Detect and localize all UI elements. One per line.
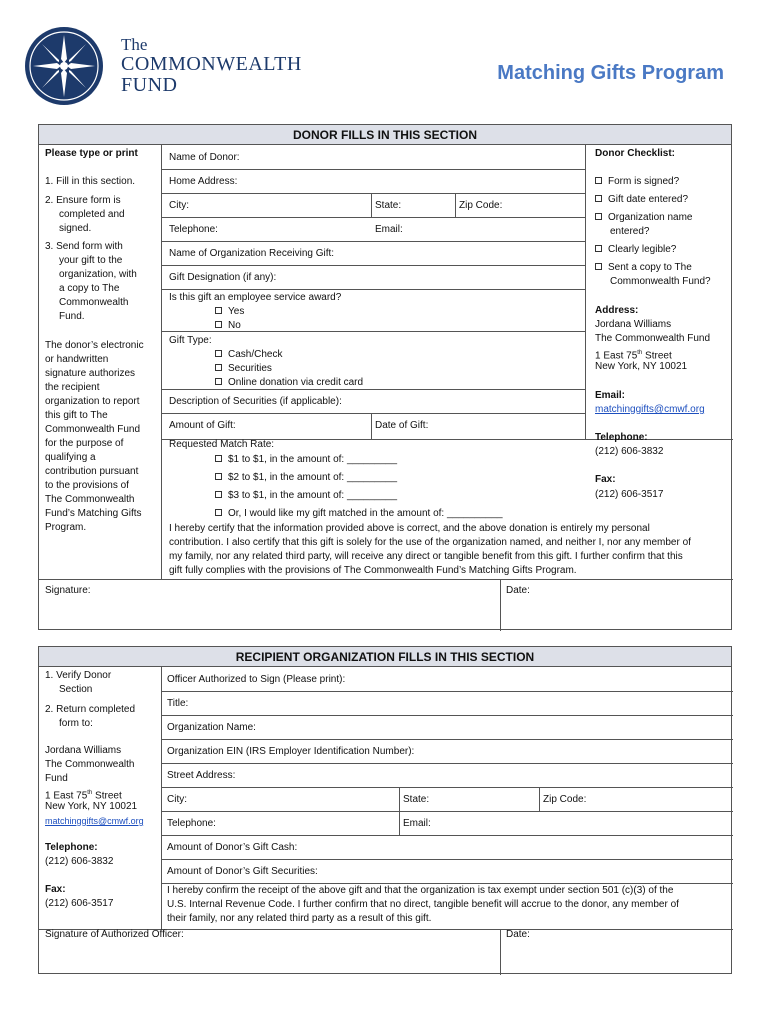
city-field[interactable]: City: xyxy=(169,200,189,211)
match-1-to-1[interactable] xyxy=(215,453,397,467)
certification-line: I hereby certify that the information provided above is correct, and the above donation is entirely my personal xyxy=(169,523,650,534)
gift-type-cash[interactable] xyxy=(215,348,282,362)
step-3-cont: organization, with xyxy=(59,269,137,280)
recipient-section xyxy=(38,646,732,974)
address-label: Address: xyxy=(595,305,639,316)
match-2-to-1[interactable] xyxy=(215,471,397,485)
divider xyxy=(371,193,372,217)
fax-value: (212) 606-3517 xyxy=(595,489,664,500)
brand-line1: COMMONWEALTH xyxy=(121,53,302,75)
divider xyxy=(500,929,501,975)
gift-type-online[interactable] xyxy=(215,376,363,390)
checkbox-icon[interactable] xyxy=(595,245,602,252)
row-line xyxy=(161,265,585,266)
step-3: 3. Send form with xyxy=(45,241,123,252)
step-2: 2. Ensure form is xyxy=(45,195,121,206)
recipient-email-link[interactable]: matchinggifts@cmwf.org xyxy=(45,816,144,826)
signature-field[interactable]: Signature: xyxy=(45,585,91,596)
step-1: 1. Fill in this section. xyxy=(45,176,136,187)
checklist-label-cont: Commonwealth Fund? xyxy=(610,276,711,287)
recipient-step-2: 2. Return completed xyxy=(45,704,136,715)
checklist-label: Form is signed? xyxy=(608,176,680,187)
confirmation-line: their family, nor any related third party as a result of this gift. xyxy=(167,913,432,924)
row-line xyxy=(161,859,733,860)
checklist-item[interactable] xyxy=(595,243,676,257)
checklist-item[interactable] xyxy=(595,261,692,275)
address-line-street: 1 East 75th Street xyxy=(595,350,672,362)
brand-wordmark xyxy=(121,36,302,95)
recipient-address-line: Jordana Williams xyxy=(45,745,122,756)
service-award-question: Is this gift an employee service award? xyxy=(169,292,342,303)
step-3-cont: Commonwealth xyxy=(59,297,129,308)
online-label: Online donation via credit card xyxy=(228,377,364,388)
checkbox-icon[interactable] xyxy=(215,307,222,314)
divider xyxy=(161,667,162,929)
row-line xyxy=(161,691,733,692)
amount-of-gift-field[interactable]: Amount of Gift: xyxy=(169,420,236,431)
email-label: Email: xyxy=(595,390,626,401)
street-field[interactable]: Street Address: xyxy=(167,770,236,781)
checklist-item[interactable] xyxy=(595,175,679,189)
address-line: Jordana Williams xyxy=(595,319,672,330)
date-of-gift-field[interactable]: Date of Gift: xyxy=(375,420,429,431)
authorization-line: organization to report xyxy=(45,396,140,407)
checklist-label: Sent a copy to The xyxy=(608,262,692,273)
checkbox-icon[interactable] xyxy=(595,213,602,220)
divider xyxy=(161,145,162,579)
recipient-address-line: The Commonwealth xyxy=(45,759,135,770)
donor-section xyxy=(38,124,732,630)
officer-signature-field[interactable]: Signature of Authorized Officer: xyxy=(45,929,184,940)
desc-securities-field[interactable]: Description of Securities (if applicable): xyxy=(169,396,342,407)
step-3-cont: Fund. xyxy=(59,311,85,322)
checkbox-icon[interactable] xyxy=(595,263,602,270)
gift-designation-field[interactable]: Gift Designation (if any): xyxy=(169,272,277,283)
authorization-line: Commonwealth Fund xyxy=(45,424,141,435)
certification-line: gift fully complies with the provisions of The Commonwealth Fund’s Matching Gifts Program. xyxy=(169,565,577,576)
no-label: No xyxy=(228,320,241,331)
divider xyxy=(371,413,372,439)
gift-type-label: Gift Type: xyxy=(169,335,212,346)
telephone-value: (212) 606-3832 xyxy=(595,446,664,457)
row-line xyxy=(161,811,733,812)
checkbox-icon[interactable] xyxy=(215,509,222,516)
email-link[interactable]: matchinggifts@cmwf.org xyxy=(595,404,705,415)
match-other-label: Or, I would like my gift matched in the amount of: __________ xyxy=(228,508,503,519)
brand-line2: FUND xyxy=(121,74,178,96)
recipient-section-heading: RECIPIENT ORGANIZATION FILLS IN THIS SECTION xyxy=(39,647,731,667)
match-3-label: $3 to $1, in the amount of: _________ xyxy=(228,490,398,501)
step-2-cont: completed and xyxy=(59,209,125,220)
authorization-line: signature authorizes xyxy=(45,368,136,379)
checklist-label: Gift date entered? xyxy=(608,194,689,205)
zip-field[interactable]: Zip Code: xyxy=(459,200,503,211)
recipient-zip-field[interactable]: Zip Code: xyxy=(543,794,587,805)
authorization-line: or handwritten xyxy=(45,354,109,365)
confirmation-line: I hereby confirm the receipt of the above gift and that the organization is tax exempt under section 501 (c)(3) of the xyxy=(167,885,674,896)
service-award-yes[interactable] xyxy=(215,305,244,319)
checkbox-icon[interactable] xyxy=(215,364,222,371)
recipient-address-line: New York, NY 10021 xyxy=(45,801,138,812)
row-line xyxy=(161,289,585,290)
step-2-cont: signed. xyxy=(59,223,92,234)
recipient-state-field[interactable]: State: xyxy=(403,794,430,805)
checkbox-icon[interactable] xyxy=(595,195,602,202)
commonwealth-fund-logo xyxy=(24,26,104,106)
requested-match-label: Requested Match Rate: xyxy=(169,439,275,450)
authorization-line: this gift to The xyxy=(45,410,108,421)
divider xyxy=(500,579,501,631)
checkbox-icon[interactable] xyxy=(215,378,222,385)
step-3-cont: a copy to The xyxy=(59,283,120,294)
row-line xyxy=(161,217,585,218)
certification-line: my family, nor any related third party, will receive any direct or tangible benefit from this gift. I further confirm that this xyxy=(169,551,683,562)
authorization-line: The Commonwealth xyxy=(45,494,135,505)
checklist-item[interactable] xyxy=(595,211,693,225)
authorization-line: The donor’s electronic xyxy=(45,340,144,351)
program-title: Matching Gifts Program xyxy=(497,62,724,84)
checklist-label: Organization name xyxy=(608,212,693,223)
amount-securities-field[interactable]: Amount of Donor’s Gift Securities: xyxy=(167,866,318,877)
authorization-line: to the provisions of xyxy=(45,480,129,491)
service-award-no[interactable] xyxy=(215,319,241,333)
recipient-address-street: 1 East 75th Street xyxy=(45,790,122,802)
authorization-line: the recipient xyxy=(45,382,100,393)
row-line xyxy=(161,739,733,740)
brand-the: The xyxy=(121,35,148,54)
date-field[interactable]: Date: xyxy=(506,585,530,596)
amount-cash-field[interactable]: Amount of Donor’s Gift Cash: xyxy=(167,842,298,853)
address-line: New York, NY 10021 xyxy=(595,361,688,372)
recipient-step-1: 1. Verify Donor xyxy=(45,670,112,681)
recipient-email-field[interactable]: Email: xyxy=(403,818,431,829)
checkbox-icon[interactable] xyxy=(215,321,222,328)
recipient-city-field[interactable]: City: xyxy=(167,794,187,805)
fax-label: Fax: xyxy=(595,474,616,485)
state-field[interactable]: State: xyxy=(375,200,402,211)
divider xyxy=(585,145,586,439)
name-of-donor-field[interactable]: Name of Donor: xyxy=(169,152,240,163)
recipient-telephone-field[interactable]: Telephone: xyxy=(167,818,216,829)
row-line xyxy=(161,763,733,764)
certification-line: contribution. I also certify that this gift is solely for the use of the organization named, and neither I, nor any member of xyxy=(169,537,691,548)
match-2-label: $2 to $1, in the amount of: _________ xyxy=(228,472,398,483)
checklist-label: Clearly legible? xyxy=(608,244,677,255)
recipient-fax: (212) 606-3517 xyxy=(45,898,114,909)
securities-label: Securities xyxy=(228,363,272,374)
authorization-line: Program. xyxy=(45,522,87,533)
authorization-line: contribution pursuant xyxy=(45,466,139,477)
checkbox-icon[interactable] xyxy=(215,455,222,462)
row-line xyxy=(39,579,733,580)
gift-type-securities[interactable] xyxy=(215,362,272,376)
title-field[interactable]: Title: xyxy=(167,698,189,709)
step-3-cont: your gift to the xyxy=(59,255,123,266)
yes-label: Yes xyxy=(228,306,245,317)
row-line xyxy=(161,835,733,836)
recipient-fax-label: Fax: xyxy=(45,884,66,895)
match-other[interactable] xyxy=(215,507,503,521)
checklist-label-cont: entered? xyxy=(610,226,650,237)
officer-date-field[interactable]: Date: xyxy=(506,929,530,940)
email-field[interactable]: Email: xyxy=(375,224,403,235)
row-line xyxy=(161,193,585,194)
match-1-label: $1 to $1, in the amount of: _________ xyxy=(228,454,398,465)
org-receiving-field[interactable]: Name of Organization Receiving Gift: xyxy=(169,248,335,259)
address-line: The Commonwealth Fund xyxy=(595,333,711,344)
recipient-step-1-cont: Section xyxy=(59,684,93,695)
checklist-title: Donor Checklist: xyxy=(595,148,676,159)
checkbox-icon[interactable] xyxy=(215,350,222,357)
checkbox-icon[interactable] xyxy=(215,491,222,498)
checklist-item[interactable] xyxy=(595,193,688,207)
donor-section-heading: DONOR FILLS IN THIS SECTION xyxy=(39,125,731,145)
row-line xyxy=(161,413,585,414)
row-line xyxy=(161,787,733,788)
please-type-label: Please type or print xyxy=(45,148,138,159)
recipient-address-line: Fund xyxy=(45,773,68,784)
authorization-line: qualifying a xyxy=(45,452,96,463)
divider xyxy=(455,193,456,217)
org-name-field[interactable]: Organization Name: xyxy=(167,722,256,733)
row-line xyxy=(161,241,585,242)
checkbox-icon[interactable] xyxy=(215,473,222,480)
authorization-line: for the purpose of xyxy=(45,438,124,449)
confirmation-line: U.S. Internal Revenue Code. I further confirm that no direct, tangible benefit will accrue to the donor, any member of xyxy=(167,899,679,910)
divider xyxy=(539,787,540,811)
officer-field[interactable]: Officer Authorized to Sign (Please print): xyxy=(167,674,346,685)
home-address-field[interactable]: Home Address: xyxy=(169,176,238,187)
cash-label: Cash/Check xyxy=(228,349,283,360)
recipient-step-2-cont: form to: xyxy=(59,718,93,729)
row-line xyxy=(161,715,733,716)
checkbox-icon[interactable] xyxy=(595,177,602,184)
row-line xyxy=(161,169,585,170)
authorization-line: Fund’s Matching Gifts xyxy=(45,508,142,519)
telephone-label: Telephone: xyxy=(595,432,648,443)
org-ein-field[interactable]: Organization EIN (IRS Employer Identification Number): xyxy=(167,746,415,757)
telephone-field[interactable]: Telephone: xyxy=(169,224,218,235)
recipient-telephone: (212) 606-3832 xyxy=(45,856,114,867)
recipient-telephone-label: Telephone: xyxy=(45,842,98,853)
match-3-to-1[interactable] xyxy=(215,489,397,503)
